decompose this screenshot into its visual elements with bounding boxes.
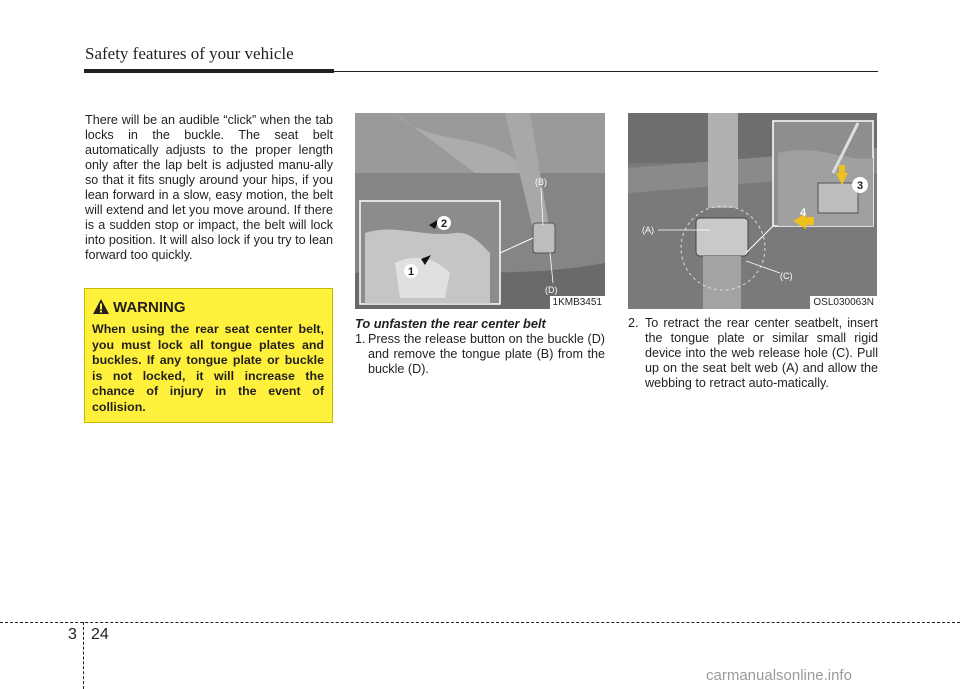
callout-one: 1 <box>407 266 415 278</box>
header-rule-thick <box>84 69 334 73</box>
subheading-unfasten: To unfasten the rear center belt <box>355 316 546 331</box>
warning-triangle-icon <box>93 299 109 314</box>
page-number: 24 <box>91 626 109 643</box>
figure-code-center: 1KMB3451 <box>550 296 605 309</box>
figure-code-right: OSL030063N <box>810 296 877 309</box>
label-a: (A) <box>642 225 654 235</box>
page-header-title: Safety features of your vehicle <box>85 44 294 63</box>
step-2 <box>628 316 878 391</box>
warning-text: When using the rear seat center belt, you must lock all tongue plates and buckles. If any tongue plate or buckle is not locked, it will increase the chance of injury in the event of collision. <box>92 322 324 414</box>
step-2-number: 2. <box>628 316 639 330</box>
footer-rule-horizontal <box>0 622 960 623</box>
figure-unfasten-illustration <box>355 113 605 309</box>
footer-rule-vertical <box>83 622 84 689</box>
callout-four: 4 <box>800 207 807 219</box>
step-2-text: To retract the rear center seatbelt, insert the tongue plate or similar small rigid device into the web release hole (C). Pull up on the seat belt web (A) and allow the webbing to retract auto-matically. <box>645 316 878 390</box>
section-number: 3 <box>68 626 77 643</box>
label-c: (C) <box>780 271 793 281</box>
left-paragraph: There will be an audible “click” when the tab locks in the buckle. The seat belt automatically adjusts to the proper length only after the lap belt is adjusted manu-ally so that it fits snugly around your hips, if you lean forward in a slow, easy motion, the belt will extend and let you move around. If there is a sudden stop or impact, the belt will lock into position. It will also lock if you try to lean forward too quickly. <box>85 113 333 262</box>
warning-title: WARNING <box>113 299 186 316</box>
warning-box <box>84 288 333 423</box>
callout-three: 3 <box>856 180 864 192</box>
figure-retract-belt <box>628 113 877 309</box>
label-b: (B) <box>535 177 547 187</box>
label-d: (D) <box>545 285 558 295</box>
callout-two: 2 <box>440 218 448 230</box>
figure-unfasten-buckle <box>355 113 605 309</box>
step-1-text: Press the release button on the buckle (D) and remove the tongue plate (B) from the buckle (D). <box>368 332 605 376</box>
figure-retract-illustration <box>628 113 877 309</box>
step-1 <box>355 332 605 377</box>
header-rule-thin <box>334 71 878 72</box>
step-1-number: 1. <box>355 332 366 346</box>
watermark: carmanualsonline.info <box>706 667 852 684</box>
